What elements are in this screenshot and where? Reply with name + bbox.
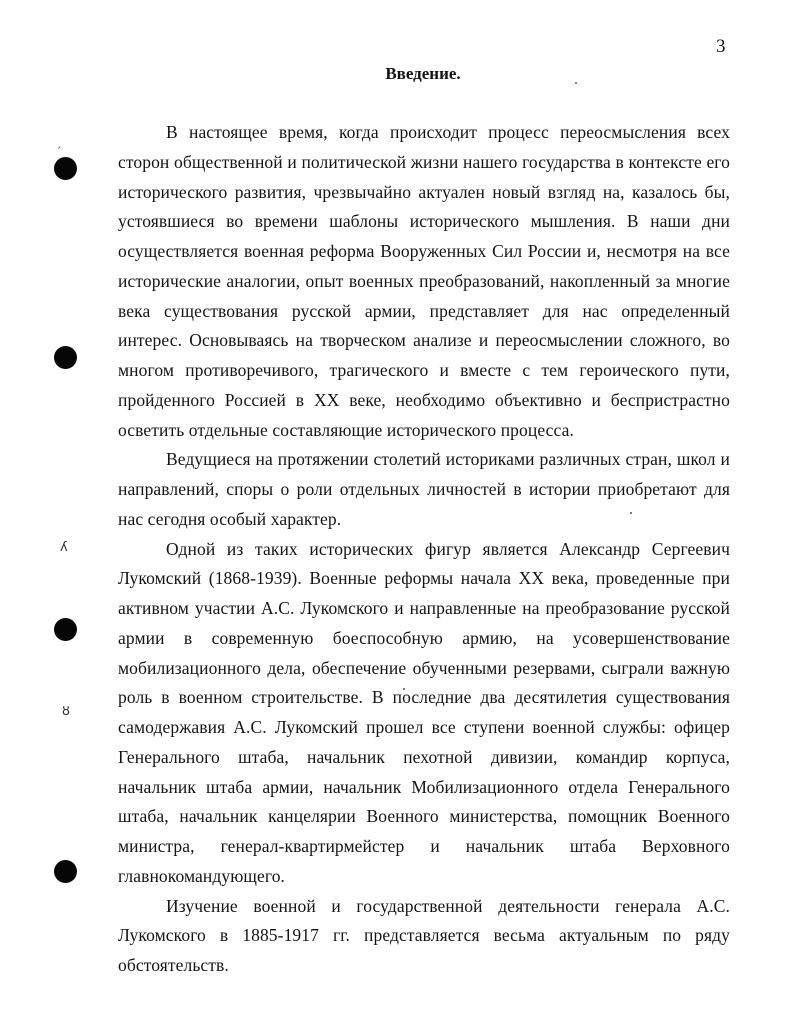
- punch-hole: [54, 860, 77, 883]
- punch-hole: [54, 346, 77, 369]
- page-title: Введение.: [385, 64, 461, 83]
- paragraph: Одной из таких исторических фигур является Александр Сергеевич Лукомский (1868-1939). Военные реформы начала XX века, проведенные при активном участии А.С. Лукомского и направленные на преобразование русской армии в современную боеспособную армию, на усовершенствование мобилизационного дела, обеспечение обученными резервами, сыграли важную роль в военном строительстве. В последние два десятилетия существования самодержавия А.С. Лукомский прошел все ступени военной службы: офицер Генерального штаба, начальник пехотной дивизии, командир корпуса, начальник штаба армии, начальник Мобилизационного отдела Генерального штаба, начальник канцелярии Военного министерства, помощник Военного министра, генерал-квартирмейстер и начальник штаба Верховного главнокомандующего.: [118, 538, 730, 886]
- paragraph: Изучение военной и государственной деятельности генерала А.С. Лукомского в 1885-1917 гг. представляется весьма актуальным по ряду обстоятельств.: [118, 895, 730, 975]
- page-number: 3: [716, 36, 726, 57]
- scan-mark: ȣ: [62, 704, 70, 719]
- paragraph: Ведущиеся на протяжении столетий историками различных стран, школ и направлений, споры о роли отдельных личностей в истории приобретают для нас сегодня особый характер.: [118, 449, 730, 529]
- punch-hole: [54, 157, 77, 180]
- scan-mark: ʎ: [60, 540, 68, 555]
- scan-speck: [575, 82, 577, 84]
- punch-hole: [54, 618, 77, 641]
- paragraph: В настоящее время, когда происходит процесс переосмысления всех сторон общественной и политической жизни нашего государства в контексте его исторического развития, чрезвычайно актуален новый взгляд на, казалось бы, устоявшиеся во времени шаблоны исторического мышления. В наши дни осуществляется военная реформа Вооруженных Сил России и, несмотря на все исторические аналогии, опыт военных преобразований, накопленный за многие века существования русской армии, представляет для нас определенный интерес. Основываясь на творческом анализе и переосмыслении сложного, во многом противоречивого, трагического и вместе с тем героического пути, пройденного Россией в XX веке, необходимо объективно и беспристрастно осветить отдельные составляющие исторического процесса.: [118, 122, 730, 440]
- body-text: [118, 118, 730, 981]
- scan-mark: ˊ: [56, 145, 62, 158]
